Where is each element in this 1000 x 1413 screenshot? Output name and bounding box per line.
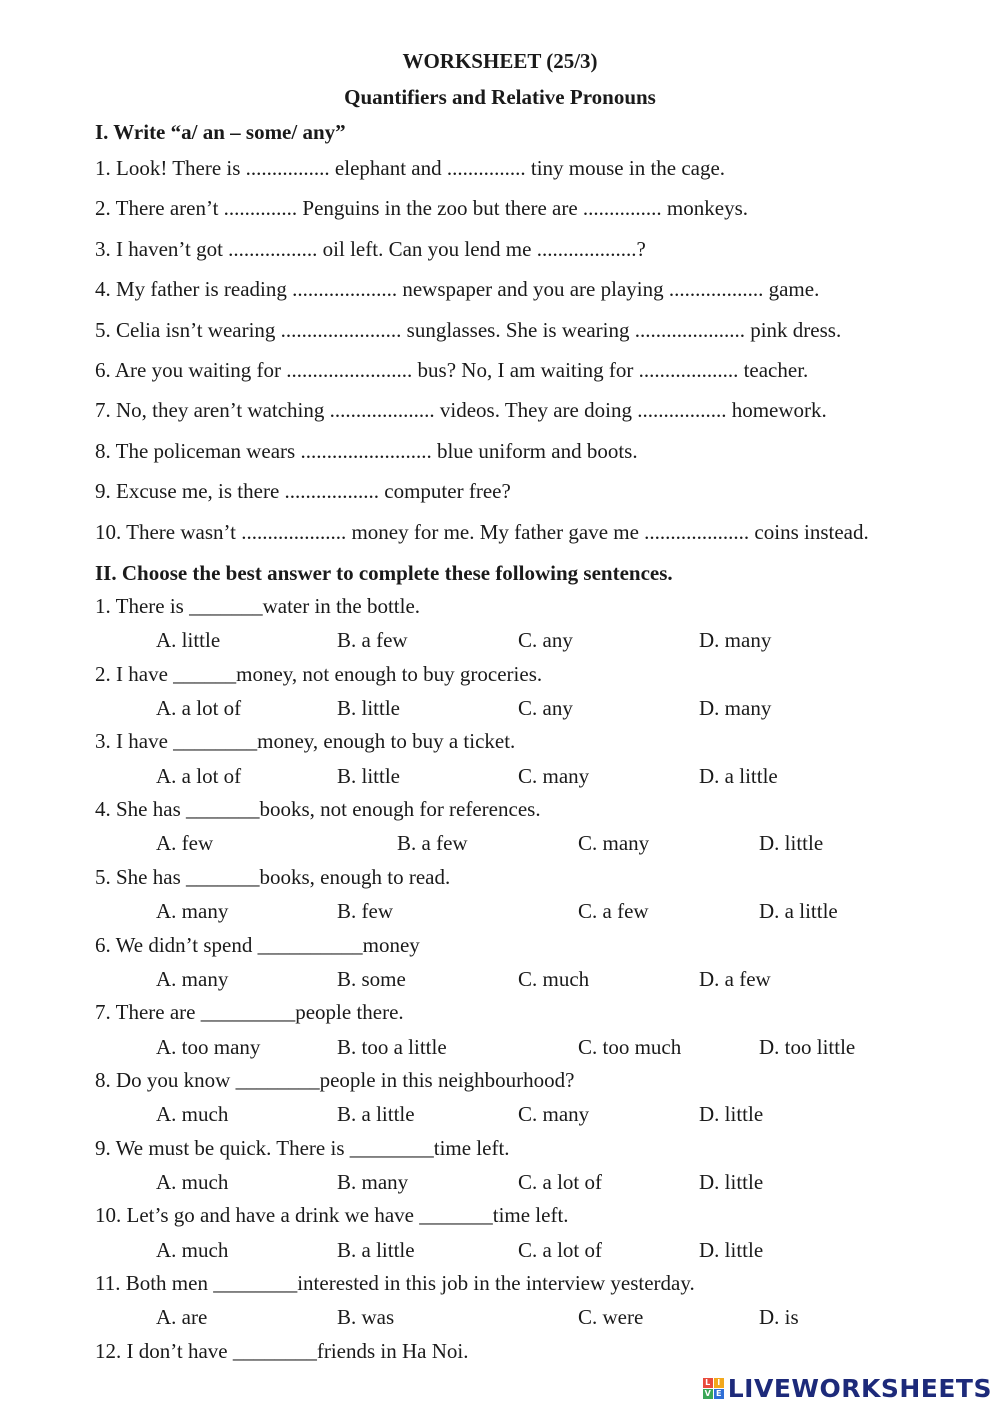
option-d: D. little	[699, 1238, 764, 1262]
section1-item: 1. Look! There is ................ elephant and ............... tiny mouse in the cage.	[95, 156, 726, 180]
option-b: B. many	[337, 1170, 409, 1194]
question-text: 2. I have ______money, not enough to buy groceries.	[95, 662, 543, 686]
question-text: 1. There is _______water in the bottle.	[95, 594, 421, 618]
option-c: C. any	[518, 628, 573, 652]
option-d: D. is	[759, 1305, 799, 1329]
option-d: D. little	[699, 1102, 764, 1126]
option-a: A. are	[156, 1305, 208, 1329]
option-b: B. little	[337, 764, 400, 788]
option-c: C. many	[518, 1102, 590, 1126]
option-b: B. a little	[337, 1238, 415, 1262]
option-b: B. some	[337, 967, 406, 991]
option-a: A. many	[156, 967, 229, 991]
option-a: A. little	[156, 628, 221, 652]
section1-item: 6. Are you waiting for ........................ bus? No, I am waiting for ................... teacher.	[95, 358, 809, 382]
logo-mark-icon	[703, 1378, 724, 1399]
section2-heading: II. Choose the best answer to complete these following sentences.	[95, 561, 673, 585]
option-b: B. too a little	[337, 1035, 447, 1059]
section1-item: 2. There aren’t .............. Penguins in the zoo but there are ............... monkeys.	[95, 196, 748, 220]
option-a: A. a lot of	[156, 764, 242, 788]
logo-letter: I	[714, 1378, 724, 1388]
question-text: 3. I have ________money, enough to buy a ticket.	[95, 729, 516, 753]
logo-letter: V	[704, 1389, 711, 1398]
option-c: C. too much	[578, 1035, 682, 1059]
option-b: B. a few	[397, 831, 468, 855]
option-b: B. little	[337, 696, 400, 720]
option-c: C. a few	[578, 899, 649, 923]
option-d: D. many	[699, 696, 772, 720]
option-d: D. many	[699, 628, 772, 652]
section1-item: 5. Celia isn’t wearing ....................... sunglasses. She is wearing ..................... pink dress.	[95, 318, 842, 342]
logo-letter: E	[714, 1389, 724, 1399]
question-text: 7. There are _________people there.	[95, 1000, 404, 1024]
option-a: A. many	[156, 899, 229, 923]
option-b: B. few	[337, 899, 393, 923]
option-d: D. a little	[759, 899, 838, 923]
section1-heading: I. Write “a/ an – some/ any”	[95, 120, 346, 144]
option-c: C. much	[518, 967, 590, 991]
option-c: C. any	[518, 696, 573, 720]
option-a: A. few	[156, 831, 214, 855]
option-b: B. a few	[337, 628, 408, 652]
question-text: 9. We must be quick. There is ________time left.	[95, 1136, 510, 1160]
question-text: 5. She has _______books, enough to read.	[95, 865, 451, 889]
option-a: A. much	[156, 1238, 229, 1262]
option-d: D. a few	[699, 967, 771, 991]
question-text: 10. Let’s go and have a drink we have _______time left.	[95, 1203, 569, 1227]
option-a: A. much	[156, 1170, 229, 1194]
question-text: 4. She has _______books, not enough for references.	[95, 797, 541, 821]
worksheet-subtitle: Quantifiers and Relative Pronouns	[344, 85, 656, 109]
option-d: D. little	[759, 831, 824, 855]
question-text: 11. Both men ________interested in this job in the interview yesterday.	[95, 1271, 695, 1295]
option-a: A. a lot of	[156, 696, 242, 720]
section1-item: 4. My father is reading .................... newspaper and you are playing .................. game.	[95, 277, 820, 301]
section1-item: 8. The policeman wears ......................... blue uniform and boots.	[95, 439, 638, 463]
logo-text: LIVEWORKSHEETS	[727, 1374, 992, 1403]
option-c: C. many	[518, 764, 590, 788]
option-c: C. a lot of	[518, 1238, 602, 1262]
section1-item: 3. I haven’t got ................. oil left. Can you lend me ...................?	[95, 237, 646, 261]
section1-item: 7. No, they aren’t watching .................... videos. They are doing ................. homework.	[95, 398, 827, 422]
option-c: C. a lot of	[518, 1170, 602, 1194]
option-c: C. were	[578, 1305, 644, 1329]
question-text: 6. We didn’t spend __________money	[95, 933, 420, 957]
option-c: C. many	[578, 831, 650, 855]
question-text: 8. Do you know ________people in this neighbourhood?	[95, 1068, 575, 1092]
section1-item: 10. There wasn’t .................... money for me. My father gave me .................... coins instead.	[95, 520, 869, 544]
option-b: B. a little	[337, 1102, 415, 1126]
question-text: 12. I don’t have ________friends in Ha Noi.	[95, 1339, 469, 1363]
option-d: D. little	[699, 1170, 764, 1194]
option-d: D. too little	[759, 1035, 856, 1059]
worksheet-title: WORKSHEET (25/3)	[402, 49, 598, 73]
liveworksheets-logo	[703, 1374, 992, 1403]
section1-item: 9. Excuse me, is there .................. computer free?	[95, 479, 511, 503]
option-a: A. much	[156, 1102, 229, 1126]
logo-letter: L	[703, 1378, 713, 1388]
option-b: B. was	[337, 1305, 395, 1329]
option-d: D. a little	[699, 764, 778, 788]
option-a: A. too many	[156, 1035, 261, 1059]
